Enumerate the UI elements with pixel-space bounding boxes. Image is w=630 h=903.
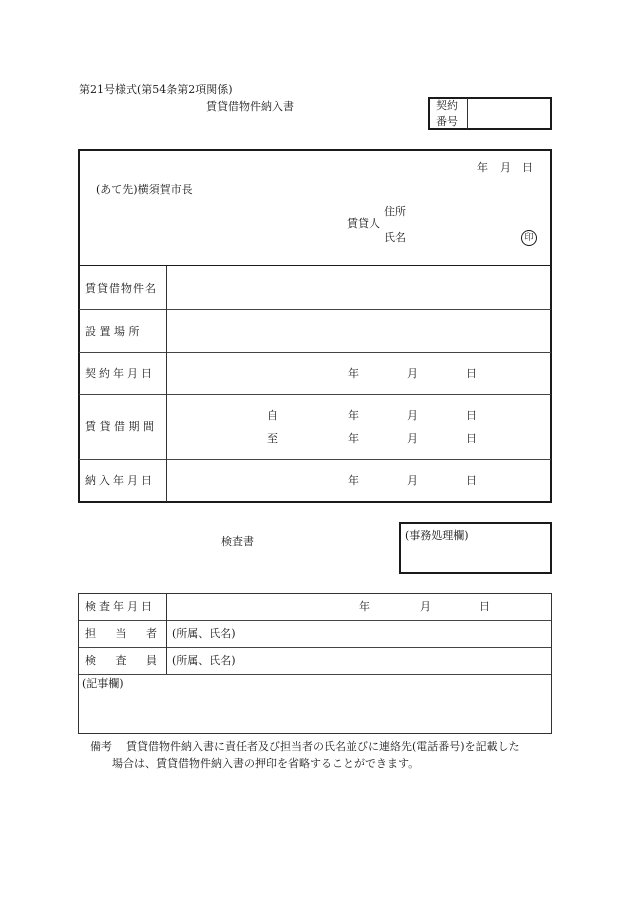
period-to-month: 月 xyxy=(407,432,418,445)
delivery-date-month: 月 xyxy=(407,474,418,487)
period-from-label: 自 xyxy=(267,409,278,422)
row-label-inspector: 検 査 員 xyxy=(85,654,157,667)
contract-date-month: 月 xyxy=(407,367,418,380)
person-in-charge-value: (所属、氏名) xyxy=(172,627,236,640)
row-label-contract-date: 契約年月日 xyxy=(85,367,155,380)
delivery-date-year: 年 xyxy=(348,474,359,487)
period-to-day: 日 xyxy=(466,432,477,445)
seal-icon: 印 xyxy=(521,230,537,246)
date-day: 日 xyxy=(522,161,533,174)
inspection-date-month: 月 xyxy=(420,600,431,613)
item-name-field[interactable] xyxy=(170,268,548,306)
row-divider xyxy=(79,394,551,395)
row-label-inspection-date: 検査年月日 xyxy=(85,600,155,613)
row-divider xyxy=(79,620,551,621)
contract-number-field[interactable] xyxy=(470,100,548,127)
period-from-year: 年 xyxy=(348,409,359,422)
row-label-item-name: 賃貸借物件名 xyxy=(85,282,157,295)
notes-field[interactable] xyxy=(82,692,548,730)
label-column-divider xyxy=(166,594,167,674)
date-year: 年 xyxy=(477,161,488,174)
inspector-value: (所属、氏名) xyxy=(172,654,236,667)
office-processing-label: (事務処理欄) xyxy=(405,529,469,542)
delivery-date-day: 日 xyxy=(466,474,477,487)
contract-label-1: 契約 xyxy=(436,99,458,112)
row-divider xyxy=(79,647,551,648)
inspection-date-year: 年 xyxy=(359,600,370,613)
row-label-location: 設 置 場 所 xyxy=(85,325,140,338)
row-divider xyxy=(79,674,551,675)
period-to-year: 年 xyxy=(348,432,359,445)
row-divider xyxy=(79,265,551,266)
name-label: 氏名 xyxy=(384,231,406,244)
remarks-label: 備考 xyxy=(90,740,112,753)
row-label-delivery-date: 納入年月日 xyxy=(85,474,155,487)
inspection-date-day: 日 xyxy=(479,600,490,613)
period-from-month: 月 xyxy=(407,409,418,422)
contract-date-year: 年 xyxy=(348,367,359,380)
form-number: 第21号様式(第54条第2項関係) xyxy=(79,83,233,96)
period-from-day: 日 xyxy=(466,409,477,422)
date-month: 月 xyxy=(500,161,511,174)
form-title: 賃貸借物件納入書 xyxy=(206,100,294,113)
row-label-person-in-charge: 担 当 者 xyxy=(85,627,157,640)
row-divider xyxy=(79,459,551,460)
location-field[interactable] xyxy=(170,312,548,349)
row-label-lease-period: 賃 貸 借 期 間 xyxy=(85,420,154,433)
row-divider xyxy=(79,352,551,353)
lessor-label: 賃貸人 xyxy=(347,217,380,230)
address-label: 住所 xyxy=(384,205,406,218)
label-column-divider xyxy=(166,266,167,502)
remarks-line-2: 場合は、賃貸借物件納入書の押印を省略することができます。 xyxy=(112,757,420,770)
row-divider xyxy=(79,309,551,310)
notes-label: (記事欄) xyxy=(82,677,124,690)
inspection-title: 検査書 xyxy=(221,535,254,548)
remarks-line-1: 賃貸借物件納入書に責任者及び担当者の氏名並びに連絡先(電話番号)を記載した xyxy=(126,740,520,753)
contract-label-2: 番号 xyxy=(436,115,458,128)
addressee-to: (あて先)横須賀市長 xyxy=(96,183,193,196)
period-to-label: 至 xyxy=(267,432,278,445)
contract-number-divider xyxy=(467,98,468,129)
contract-date-day: 日 xyxy=(466,367,477,380)
